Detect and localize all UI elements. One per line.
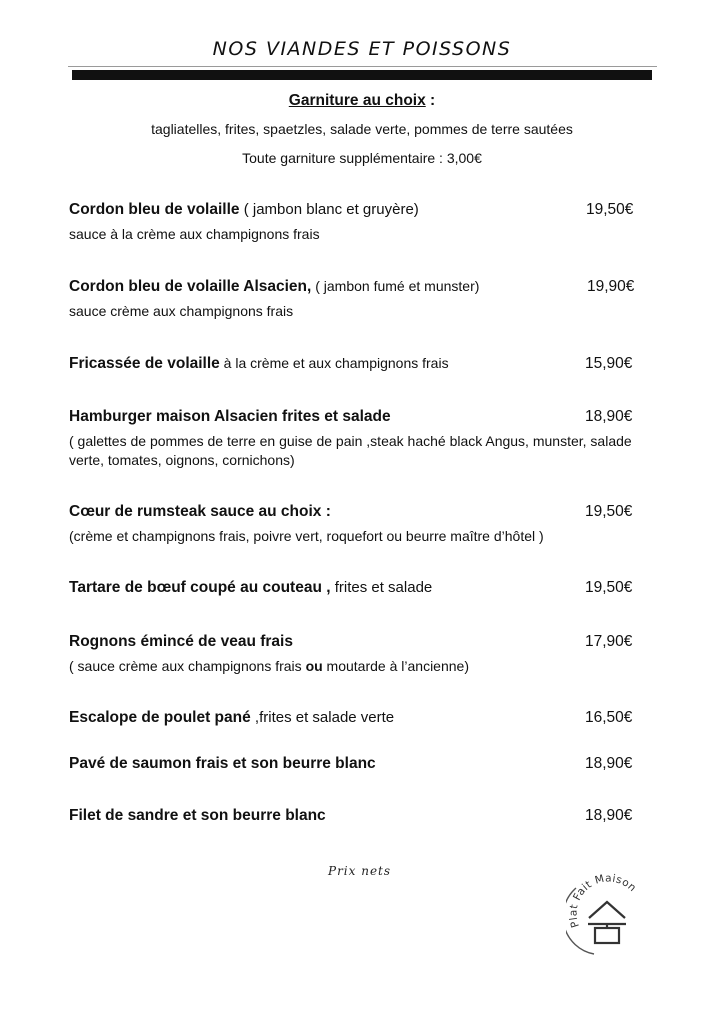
item-price: 18,90€ bbox=[585, 408, 633, 425]
menu-item-saumon bbox=[69, 755, 669, 775]
menu-item-rumsteak bbox=[69, 503, 669, 546]
item-description: sauce à la crème aux champignons frais bbox=[69, 226, 320, 242]
plat-fait-maison-stamp bbox=[566, 858, 648, 956]
item-description: sauce crème aux champignons frais bbox=[69, 303, 294, 319]
menu-item-sandre bbox=[69, 807, 669, 827]
thick-divider bbox=[72, 70, 652, 80]
item-detail: ,frites et salade verte bbox=[250, 709, 395, 726]
item-name: Filet de sandre et son beurre blanc bbox=[69, 807, 326, 824]
menu-item-cordon-bleu bbox=[69, 201, 669, 244]
item-price: 17,90€ bbox=[585, 633, 633, 650]
prix-nets-note: Prix nets bbox=[328, 864, 392, 878]
item-detail: ( jambon fumé et munster) bbox=[311, 278, 480, 294]
thin-divider bbox=[68, 66, 657, 67]
garniture-title: Garniture au choix bbox=[288, 92, 426, 109]
item-name: Rognons émincé de veau frais bbox=[69, 633, 293, 650]
item-price: 19,50€ bbox=[585, 503, 633, 520]
garniture-heading bbox=[0, 92, 724, 110]
item-desc-part: ( sauce crème aux champignons frais bbox=[69, 658, 306, 674]
item-price: 19,50€ bbox=[586, 201, 634, 218]
item-detail: ( jambon blanc et gruyère) bbox=[239, 201, 419, 218]
page-title: NOS VIANDES ET POISSONS bbox=[212, 38, 512, 60]
item-description: ( galettes de pommes de terre en guise de pain ,steak haché black Angus, munster, salade verte, tomates, oignons, cornichons) bbox=[69, 433, 632, 468]
item-desc-bold: ou bbox=[305, 658, 323, 674]
item-price: 18,90€ bbox=[585, 755, 633, 772]
item-name: Pavé de saumon frais et son beurre blanc bbox=[69, 755, 376, 772]
item-detail: frites et salade bbox=[330, 579, 433, 596]
item-price: 19,90€ bbox=[587, 278, 635, 295]
stamp-text bbox=[567, 873, 638, 929]
item-name: Fricassée de volaille bbox=[69, 355, 220, 372]
garniture-options: tagliatelles, frites, spaetzles, salade verte, pommes de terre sautées bbox=[151, 121, 573, 137]
item-detail: à la crème et aux champignons frais bbox=[219, 355, 449, 371]
item-name: Hamburger maison Alsacien frites et salade bbox=[69, 408, 391, 425]
menu-item-cordon-bleu-alsacien bbox=[69, 278, 669, 321]
item-name: Cordon bleu de volaille bbox=[69, 201, 240, 218]
menu-item-hamburger bbox=[69, 408, 669, 470]
menu-item-tartare bbox=[69, 579, 669, 599]
item-name: Tartare de bœuf coupé au couteau , bbox=[69, 579, 331, 596]
menu-item-rognons bbox=[69, 633, 669, 676]
house-icon bbox=[588, 902, 626, 943]
item-desc-part: moutarde à l’ancienne) bbox=[322, 658, 469, 674]
item-name: Cœur de rumsteak sauce au choix : bbox=[69, 503, 331, 520]
item-name: Cordon bleu de volaille Alsacien, bbox=[69, 278, 312, 295]
item-price: 15,90€ bbox=[585, 355, 633, 372]
item-description: (crème et champignons frais, poivre vert, roquefort ou beurre maître d’hôtel ) bbox=[69, 528, 544, 544]
stamp-text-path: Plat Fait Maison bbox=[567, 872, 639, 929]
menu-item-escalope bbox=[69, 709, 669, 729]
item-price: 19,50€ bbox=[585, 579, 633, 596]
garniture-title-suffix: : bbox=[425, 92, 436, 109]
item-price: 18,90€ bbox=[585, 807, 633, 824]
item-price: 16,50€ bbox=[585, 709, 633, 726]
garniture-supplement: Toute garniture supplémentaire : 3,00€ bbox=[242, 150, 482, 166]
menu-item-fricassee bbox=[69, 355, 669, 375]
item-description bbox=[69, 657, 669, 676]
item-name: Escalope de poulet pané bbox=[69, 709, 251, 726]
